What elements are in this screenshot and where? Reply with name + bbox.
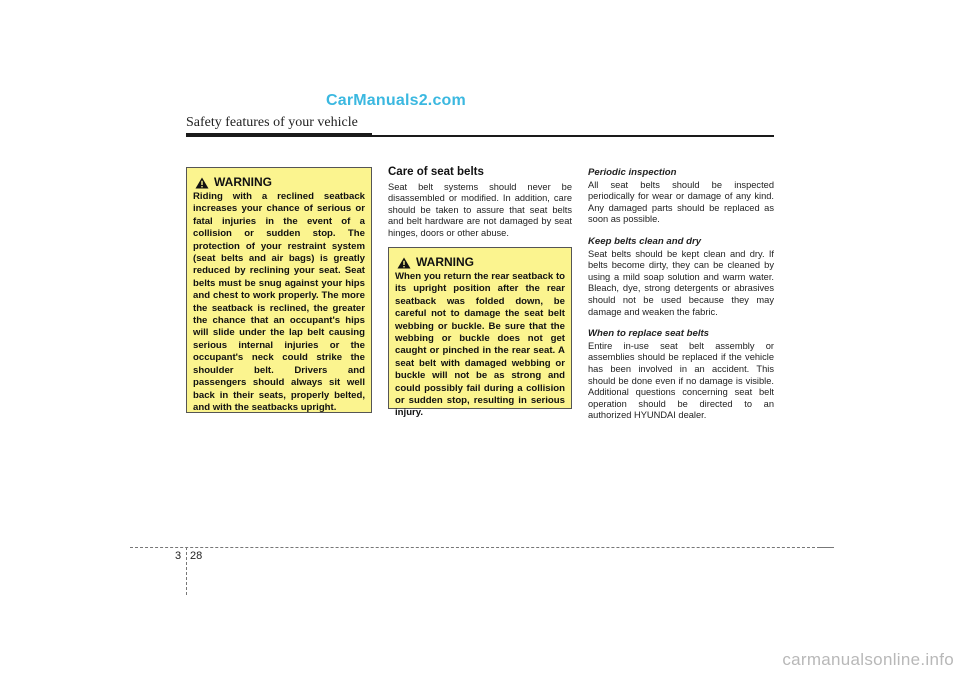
header-rule-thick	[186, 133, 372, 137]
header-rule-thin	[372, 135, 774, 137]
clean-dry-title: Keep belts clean and dry	[588, 235, 702, 247]
warning-title: WARNING	[214, 175, 272, 189]
warning-text: When you return the rear seatback to its upright position after the rear seatback was folded down, be careful not to damage the seat belt webbing or buckle. Be sure that the webbing or buckle does not get caught or pinched in the rear seat. A seat belt with damaged webbing or buckle will not be as strong and could possibly fail during a collision or sudden stop, resulting in serious injury.	[395, 271, 565, 419]
replace-belts-text: Entire in-use seat belt assembly or assemblies should be replaced if the vehicle has been involved in an accident. This should be done even if no damage is visible. Additional questions concerning seat belt operation should be directed to an authorized HYUNDAI dealer.	[588, 340, 774, 421]
warning-text: Riding with a reclined seatback increases your chance of serious or fatal injuries in the event of a collision or sudden stop. The protection of your restraint system (seat belts and air bags) is greatly reduced by reclining your seat. Seat belts must be snug against your hips and chest to work properly. The more the seatback is reclined, the greater the chance that an occupant's hips will slide under the lap belt causing serious internal injuries or the occupant's neck could strike the shoulder belt. Drivers and passengers should always sit well back in their seats, properly belted, and with the seatbacks upright.	[193, 191, 365, 413]
watermark-carmanualsonline: carmanualsonline.info	[782, 650, 954, 669]
footer-rule	[130, 547, 820, 548]
maintenance-column	[588, 167, 774, 432]
warning-triangle-icon	[397, 256, 411, 268]
chapter-number: 3	[175, 550, 182, 562]
warning-heading	[397, 255, 565, 269]
warning-title: WARNING	[416, 255, 474, 269]
periodic-inspection-title: Periodic inspection	[588, 167, 677, 178]
warning-heading	[195, 175, 365, 189]
footer-rule-end	[820, 547, 834, 548]
watermark-carmanuals2: CarManuals2.com	[326, 92, 466, 109]
page-header-title: Safety features of your vehicle	[186, 115, 358, 130]
periodic-inspection-text: All seat belts should be inspected periodically for wear or damage of any kind. Any damaged parts should be replaced as soon as possible.	[588, 179, 774, 225]
warning-box-reclined-seatback	[186, 167, 372, 413]
care-text: Seat belt systems should never be disassembled or modified. In addition, care should be taken to assure that seat belts and belt hardware are not damaged by seat hinges, doors or other abuse.	[388, 181, 572, 238]
footer-divider	[186, 547, 187, 595]
warning-box-rear-seatback	[388, 247, 572, 419]
warning-triangle-icon	[195, 176, 209, 188]
page-number: 28	[190, 550, 203, 562]
care-title: Care of seat belts	[388, 166, 484, 178]
clean-dry-text: Seat belts should be kept clean and dry. If belts become dirty, they can be cleaned by using a mild soap solution and warm water. Bleach, dye, strong detergents or abrasives should not be used because they may damage and weaken the fabric.	[588, 248, 774, 317]
care-section	[388, 167, 572, 250]
replace-belts-title: When to replace seat belts	[588, 328, 710, 340]
